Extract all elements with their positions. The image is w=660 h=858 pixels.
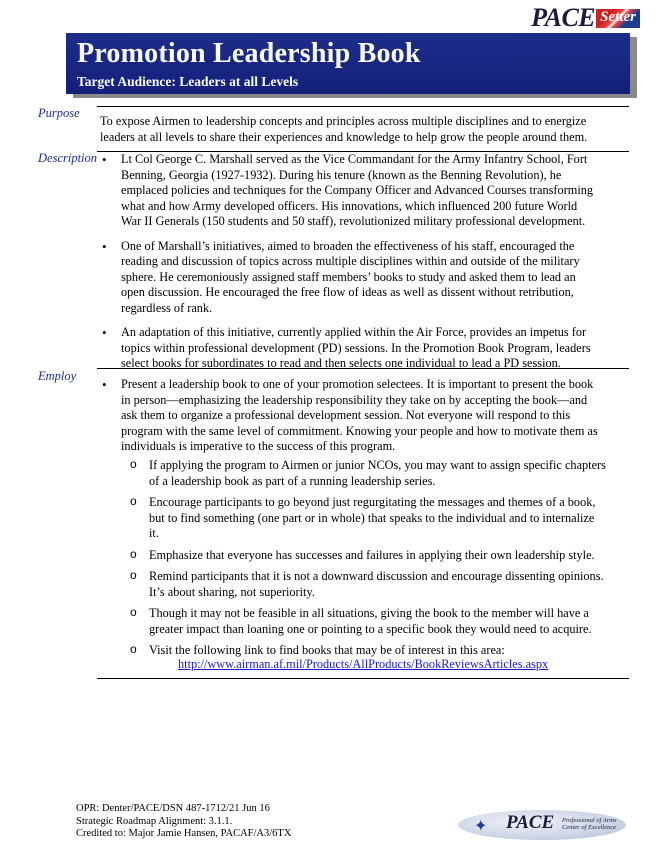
footer	[76, 803, 291, 841]
text-line: o Emphasize that everyone has successes and failures in applying their own leadership style.	[149, 547, 595, 562]
pace-logo-text: PACE	[531, 3, 596, 32]
text-line: individuals is imperative to the success of this program.	[121, 439, 396, 453]
employ-sub-item	[128, 606, 630, 637]
text-line: o Visit the following link to find books that may be of interest in this area:	[149, 643, 505, 657]
text-line: • Lt Col George C. Marshall served as the Vice Commandant for the Army Infantry School, Fort	[121, 152, 588, 166]
employ-bottom-rule	[97, 678, 629, 679]
text-line: o Though it may not be feasible in all situations, giving the book to the member will have a	[149, 606, 589, 620]
text-line: • One of Marshall’s initiatives, aimed to broaden the effectiveness of his staff, encouraged the	[121, 238, 575, 253]
text-line: topics within professional development (PD) sessions. In the Promotion Book Program, leaders	[121, 340, 591, 355]
air-force-wings-icon: ✦	[474, 816, 488, 835]
pace-logo-text-bottom: PACE	[506, 812, 555, 833]
title-banner	[66, 33, 630, 94]
purpose-label: Purpose	[38, 106, 80, 120]
employ-item	[100, 377, 630, 455]
book-reviews-link[interactable]: http://www.airman.af.mil/Products/AllProducts/BookReviewsArticles.aspx	[178, 657, 549, 671]
description-item	[100, 152, 630, 230]
text-line: Benning, Georgia (1927-1932). During his tenure (known as the Benning Revolution), he	[121, 167, 562, 182]
text-line: War II Generals (150 students and 50 staff), revolutionized military professional development.	[121, 214, 586, 228]
employ-sub-item	[128, 458, 630, 489]
text-line: what and how Army developed officers. His innovations, which influenced 200 future World	[121, 198, 578, 213]
text-line: of a leadership book as part of a running leadership series.	[149, 473, 436, 488]
description-item	[100, 239, 630, 317]
text-line: o If applying the program to Airmen or junior NCOs, you may want to assign specific chapters	[149, 458, 606, 472]
purpose-line: To expose Airmen to leadership concepts and principles across multiple disciplines and to energize	[100, 114, 587, 128]
description-label: Description	[38, 151, 98, 165]
text-line: in person—emphasizing the leadership responsibility they take on by accepting the book—and	[121, 392, 588, 407]
text-line: o Remind participants that it is not a downward discussion and encourage dissenting opinions.	[149, 569, 604, 583]
employ-sub-list	[128, 458, 630, 665]
pace-setter-logo	[531, 2, 640, 34]
pace-tagline: Professional of Arms Center of Excellence	[562, 817, 617, 831]
text-line: greater impact than loaning one or pointing to a specific book they would need to acquire.	[149, 621, 592, 636]
text-line: it.	[149, 526, 159, 540]
text-line: reading and discussion of topics across multiple disciplines within and outside of the military	[121, 254, 580, 268]
text-line: sphere. He ceremoniously assigned staff members’ books to study and asked them to lead an	[121, 269, 576, 284]
text-line: • An adaptation of this initiative, currently applied within the Air Force, provides an impetus for	[121, 325, 587, 339]
footer-roadmap: Strategic Roadmap Alignment: 3.1.1.	[76, 815, 233, 827]
purpose-rule	[97, 106, 629, 107]
employ-sub-item	[128, 548, 630, 564]
employ-label: Employ	[38, 369, 77, 383]
setter-logo-text: Setter	[596, 9, 640, 28]
text-line: regardless of rank.	[121, 300, 213, 315]
employ-sub-item	[128, 495, 630, 542]
employ-sub-item	[128, 569, 630, 600]
description-item	[100, 325, 630, 372]
text-line: select books for subordinates to read and then selects one individual to lead a PD session.	[121, 356, 561, 370]
text-line: It’s about sharing, not superiority.	[149, 584, 315, 599]
employ-list	[100, 377, 630, 455]
pace-coe-logo	[458, 804, 628, 844]
text-line: o Encourage participants to go beyond just regurgitating the messages and themes of a book,	[149, 495, 596, 509]
text-line: open discussion. He encouraged the free flow of ideas as well as dissent without retribution,	[121, 285, 574, 299]
text-line: ask them to organize a professional development session. Not everyone will respond to this	[121, 408, 571, 422]
text-line: • Present a leadership book to one of your promotion selectees. It is important to present the book	[121, 377, 594, 391]
purpose-text	[100, 113, 628, 145]
employ-rule	[97, 368, 629, 369]
text-line: emplaced policies and techniques for the Company Officer and Advanced Courses transforming	[121, 183, 594, 197]
page-subtitle: Target Audience: Leaders at all Levels	[77, 74, 299, 89]
footer-opr: OPR: Denter/PACE/DSN 487-1712/21 Jun 16	[76, 803, 270, 814]
footer-credit: Credited to: Major Jamie Hansen, PACAF/A3/6TX	[76, 828, 292, 839]
purpose-line: leaders at all levels to share their experiences and knowledge to help grow the people around them.	[100, 130, 588, 144]
text-line: but to find something (one part or in whole) that speaks to the individual and to internalize	[149, 510, 595, 525]
text-line: program with the same level of commitment. Knowing your people and how to motivate them as	[121, 423, 598, 438]
page-title: Promotion Leadership Book	[77, 38, 421, 69]
description-list	[100, 152, 630, 381]
